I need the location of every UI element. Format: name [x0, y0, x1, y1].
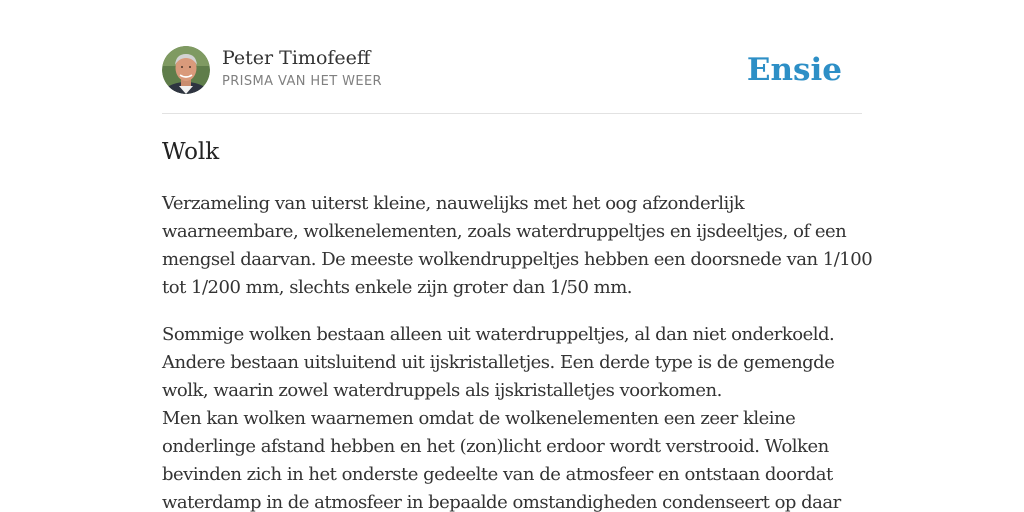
author-name[interactable]: Peter Timofeeff	[222, 47, 371, 69]
text-line: Sommige wolken bestaan alleen uit waterdruppeltjes, al dan niet onderkoeld.	[162, 324, 835, 345]
text-line: tot 1/200 mm, slechts enkele zijn groter dan 1/50 mm.	[162, 277, 633, 298]
text-line: Verzameling van uiterst kleine, nauwelijks met het oog afzonderlijk	[162, 193, 745, 214]
paragraph	[162, 190, 873, 302]
paragraph-spacer	[162, 302, 862, 321]
entry-body	[162, 190, 873, 512]
text-line: bevinden zich in het onderste gedeelte van de atmosfeer en ontstaan doordat	[162, 464, 833, 485]
paragraph	[162, 321, 862, 512]
text-line: mengsel daarvan. De meeste wolkendruppeltjes hebben een doorsnede van 1/100	[162, 249, 873, 270]
author-source[interactable]: PRISMA VAN HET WEER	[222, 74, 382, 89]
entry-header	[162, 46, 862, 96]
ensie-logo[interactable]: Ensie	[746, 52, 842, 88]
text-line: onderlinge afstand hebben en het (zon)licht erdoor wordt verstrooid. Wolken	[162, 436, 829, 457]
text-line: Men kan wolken waarnemen omdat de wolkenelementen een zeer kleine	[162, 408, 796, 429]
entry-title: Wolk	[162, 139, 220, 165]
text-line: waterdamp in de atmosfeer in bepaalde omstandigheden condenseert op daar	[162, 492, 841, 512]
text-line: wolk, waarin zowel waterdruppels als ijskristalletjes voorkomen.	[162, 380, 722, 401]
text-line: waarneembare, wolkenelementen, zoals waterdruppeltjes en ijsdeeltjes, of een	[162, 221, 847, 242]
portrait-photo-icon	[162, 46, 210, 94]
text-line: Andere bestaan uitsluitend uit ijskristalletjes. Een derde type is de gemengde	[162, 352, 835, 373]
author-avatar[interactable]	[162, 46, 210, 94]
header-divider	[162, 113, 862, 114]
